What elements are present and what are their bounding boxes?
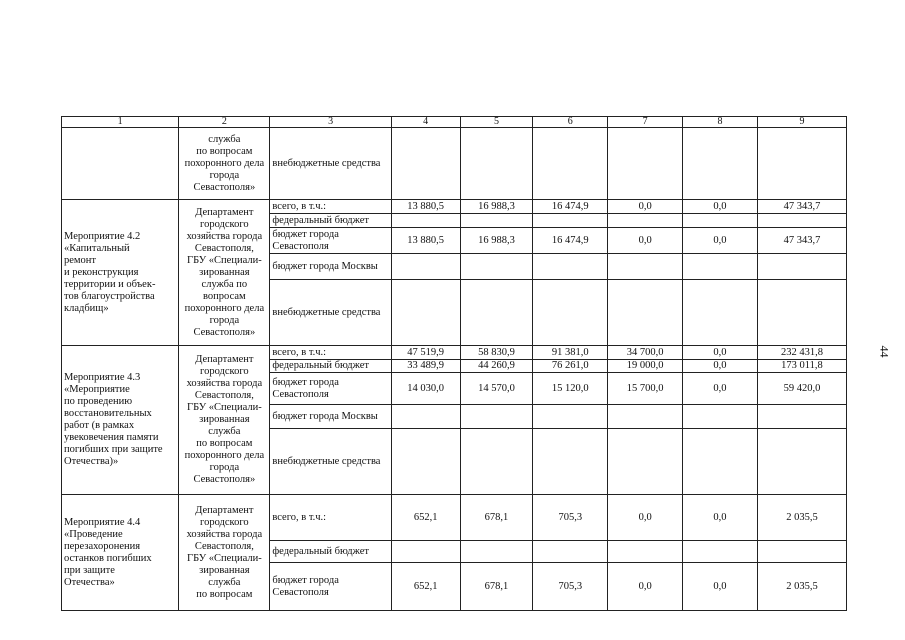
funding-source: федеральный бюджет [270, 360, 391, 373]
measure-line: Отечества)» [64, 456, 119, 467]
executor-line: похоронного дела [184, 157, 265, 169]
executor-line: ГБУ «Специали- [187, 402, 262, 413]
value-cell: 0,0 [683, 360, 758, 373]
funding-source: бюджет города Севастополя [270, 373, 391, 405]
funding-source: бюджет города Севастополя [270, 563, 391, 611]
funding-source: внебюджетные средства [270, 128, 391, 200]
measure-line: территории и объек- [64, 278, 156, 290]
value-cell: 16 988,3 [460, 200, 533, 214]
value-cell: 16 988,3 [460, 228, 533, 254]
executor-line: зированная [199, 266, 250, 278]
executor-line: зированная [199, 564, 250, 576]
executor-line: хозяйства города [186, 230, 263, 242]
value-cell: 34 700,0 [608, 346, 683, 360]
value-cell: 0,0 [683, 228, 758, 254]
executor-line: зированная [199, 414, 250, 425]
measure-line: восстановительных [64, 408, 152, 419]
measure-line: кладбищ» [64, 302, 109, 314]
value-cell [391, 429, 460, 495]
value-cell [608, 128, 683, 200]
value-cell: 0,0 [683, 495, 758, 541]
table-row [62, 495, 847, 541]
executor-line: Севастополя, [194, 390, 254, 401]
value-cell: 16 474,9 [533, 200, 608, 214]
funding-source: внебюджетные средства [270, 280, 391, 346]
executor-line: по вопросам [196, 438, 253, 449]
measure-line: Мероприятие 4.2 [64, 230, 141, 242]
column-number: 7 [608, 117, 683, 128]
value-cell [391, 254, 460, 280]
table-row [62, 346, 847, 360]
measure-line: по проведению [64, 396, 133, 407]
value-cell [460, 541, 533, 563]
executor-line: города [209, 314, 240, 326]
value-cell [533, 214, 608, 228]
value-cell: 19 000,0 [608, 360, 683, 373]
value-cell [533, 128, 608, 200]
value-cell: 0,0 [608, 200, 683, 214]
value-cell [683, 405, 758, 429]
measure-cell [62, 128, 179, 200]
executor-cell [179, 495, 270, 611]
value-cell: 14 030,0 [391, 373, 460, 405]
executor-line: города [209, 462, 240, 473]
measure-line: тов благоустройства [64, 290, 155, 302]
value-cell: 0,0 [683, 346, 758, 360]
executor-line: служба [208, 426, 241, 437]
value-cell [608, 405, 683, 429]
value-cell [683, 128, 758, 200]
total-cell: 47 343,7 [757, 200, 846, 214]
total-cell [757, 405, 846, 429]
executor-line: служба по [201, 278, 248, 290]
executor-line: Севастополя, [194, 242, 254, 254]
funding-source: федеральный бюджет [270, 541, 391, 563]
executor-line: хозяйства города [186, 528, 263, 540]
total-cell: 2 035,5 [757, 563, 846, 611]
value-cell: 15 120,0 [533, 373, 608, 405]
value-cell [608, 254, 683, 280]
value-cell: 652,1 [391, 495, 460, 541]
value-cell [608, 429, 683, 495]
total-cell: 59 420,0 [757, 373, 846, 405]
column-number: 4 [391, 117, 460, 128]
measure-line: Отечества» [64, 576, 115, 588]
value-cell [391, 541, 460, 563]
value-cell [391, 128, 460, 200]
value-cell: 44 260,9 [460, 360, 533, 373]
measure-line: погибших при защите [64, 444, 163, 455]
value-cell: 0,0 [608, 228, 683, 254]
value-cell: 0,0 [683, 200, 758, 214]
table-body [62, 117, 847, 611]
measure-cell [62, 346, 179, 495]
value-cell [683, 429, 758, 495]
value-cell [533, 280, 608, 346]
column-number: 1 [62, 117, 179, 128]
value-cell: 15 700,0 [608, 373, 683, 405]
value-cell [460, 429, 533, 495]
value-cell: 91 381,0 [533, 346, 608, 360]
executor-cell [179, 346, 270, 495]
value-cell [460, 214, 533, 228]
funding-source: внебюджетные средства [270, 429, 391, 495]
column-number: 6 [533, 117, 608, 128]
total-cell [757, 280, 846, 346]
value-cell [608, 280, 683, 346]
value-cell [391, 214, 460, 228]
measure-line: останков погибших [64, 552, 152, 564]
value-cell: 0,0 [608, 563, 683, 611]
value-cell: 705,3 [533, 495, 608, 541]
funding-source: бюджет города Москвы [270, 254, 391, 280]
value-cell [608, 541, 683, 563]
funding-source: всего, в т.ч.: [270, 346, 391, 360]
budget-table [61, 116, 847, 611]
executor-line: городского [200, 366, 249, 377]
value-cell [533, 429, 608, 495]
value-cell [460, 128, 533, 200]
total-cell: 173 011,8 [757, 360, 846, 373]
value-cell: 13 880,5 [391, 228, 460, 254]
measure-line: увековечения памяти [64, 432, 159, 443]
value-cell [608, 214, 683, 228]
value-cell: 678,1 [460, 563, 533, 611]
funding-source: всего, в т.ч.: [270, 200, 391, 214]
value-cell [533, 541, 608, 563]
value-cell: 678,1 [460, 495, 533, 541]
executor-line: по вопросам [196, 145, 253, 157]
measure-line: перезахоронения [64, 540, 141, 552]
value-cell [391, 405, 460, 429]
value-cell: 652,1 [391, 563, 460, 611]
column-number: 5 [460, 117, 533, 128]
executor-line: города [209, 169, 240, 181]
column-number: 3 [270, 117, 391, 128]
page-number: 44 [877, 345, 892, 358]
value-cell [533, 405, 608, 429]
measure-line: Мероприятие 4.4 [64, 516, 141, 528]
executor-line: Севастополя» [193, 181, 256, 193]
measure-line: Мероприятие 4.3 [64, 372, 141, 383]
total-cell [757, 541, 846, 563]
executor-cell [179, 128, 270, 200]
value-cell: 0,0 [608, 495, 683, 541]
executor-line: по вопросам [196, 588, 253, 600]
measure-line: и реконструкция [64, 266, 139, 278]
table-row [62, 128, 847, 200]
total-cell: 232 431,8 [757, 346, 846, 360]
total-cell: 47 343,7 [757, 228, 846, 254]
executor-line: ГБУ «Специали- [187, 254, 262, 266]
executor-line: Севастополя» [193, 474, 256, 485]
executor-line: служба [208, 576, 241, 588]
executor-line: Севастополя, [194, 540, 254, 552]
executor-line: Департамент [195, 504, 254, 516]
measure-line: «Проведение [64, 528, 123, 540]
measure-cell [62, 200, 179, 346]
executor-line: хозяйства города [186, 378, 263, 389]
executor-line: Севастополя» [193, 326, 256, 338]
value-cell [460, 405, 533, 429]
funding-source: бюджет города Севастополя [270, 228, 391, 254]
column-number: 2 [179, 117, 270, 128]
column-number: 9 [757, 117, 846, 128]
executor-line: служба [208, 133, 241, 145]
funding-source: бюджет города Москвы [270, 405, 391, 429]
column-number-row [62, 117, 847, 128]
value-cell [757, 128, 846, 200]
executor-line: городского [200, 218, 249, 230]
value-cell: 76 261,0 [533, 360, 608, 373]
value-cell [391, 280, 460, 346]
value-cell [460, 254, 533, 280]
measure-cell [62, 495, 179, 611]
value-cell: 16 474,9 [533, 228, 608, 254]
executor-line: похоронного дела [184, 302, 265, 314]
executor-line: похоронного дела [184, 450, 265, 461]
executor-line: Департамент [195, 354, 254, 365]
measure-line: «Мероприятие [64, 384, 130, 395]
value-cell: 0,0 [683, 373, 758, 405]
measure-line: работ (в рамках [64, 420, 135, 431]
executor-line: вопросам [203, 290, 246, 302]
value-cell: 14 570,0 [460, 373, 533, 405]
executor-line: Департамент [195, 206, 254, 218]
value-cell: 47 519,9 [391, 346, 460, 360]
value-cell [683, 280, 758, 346]
measure-line: при защите [64, 564, 115, 576]
funding-source: всего, в т.ч.: [270, 495, 391, 541]
table-row [62, 200, 847, 214]
value-cell: 13 880,5 [391, 200, 460, 214]
value-cell [683, 541, 758, 563]
value-cell [683, 254, 758, 280]
total-cell [757, 429, 846, 495]
executor-line: городского [200, 516, 249, 528]
total-cell [757, 254, 846, 280]
measure-line: «Капитальный [64, 242, 130, 254]
measure-line: ремонт [64, 254, 97, 266]
value-cell [683, 214, 758, 228]
value-cell: 33 489,9 [391, 360, 460, 373]
value-cell: 705,3 [533, 563, 608, 611]
column-number: 8 [683, 117, 758, 128]
total-cell: 2 035,5 [757, 495, 846, 541]
funding-source: федеральный бюджет [270, 214, 391, 228]
value-cell [533, 254, 608, 280]
value-cell: 0,0 [683, 563, 758, 611]
executor-line: ГБУ «Специали- [187, 552, 262, 564]
value-cell [460, 280, 533, 346]
executor-cell [179, 200, 270, 346]
total-cell [757, 214, 846, 228]
value-cell: 58 830,9 [460, 346, 533, 360]
